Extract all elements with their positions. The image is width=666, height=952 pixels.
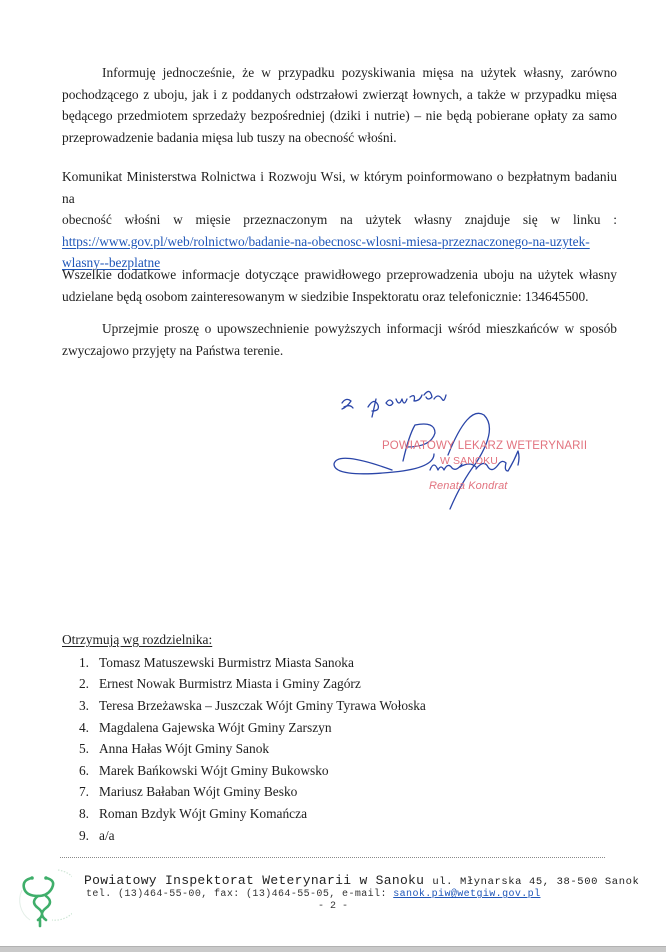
list-item bbox=[62, 652, 582, 674]
list-item bbox=[62, 738, 582, 760]
signature-stroke bbox=[342, 399, 353, 409]
list-item-number: 1. bbox=[78, 654, 89, 670]
list-item-number: 5. bbox=[78, 741, 89, 757]
paragraph-ministry-communique bbox=[62, 166, 617, 274]
list-item-number: 6. bbox=[78, 762, 89, 778]
footer-phone-fax: tel. (13)464-55-00, fax: (13)464-55-05, e-mail: bbox=[86, 889, 394, 900]
list-item-text: a/a bbox=[99, 827, 115, 843]
list-item bbox=[62, 825, 582, 847]
footer-email-link[interactable]: sanok.piw@wetgiw.gov.pl bbox=[393, 889, 541, 900]
paragraph-text: Uprzejmie proszę o upowszechnienie powyższych informacji wśród mieszkańców w sposób zwyczajowo przyjęty na Państwa terenie. bbox=[62, 321, 617, 358]
list-item-text: Mariusz Bałaban Wójt Gminy Besko bbox=[99, 784, 298, 800]
list-item bbox=[62, 782, 582, 804]
list-item-number: 3. bbox=[78, 697, 89, 713]
veterinary-caduceus-logo-icon bbox=[16, 862, 72, 928]
footer-org-name: Powiatowy Inspektorat Weterynarii w Sanoku bbox=[84, 873, 425, 888]
list-item-text: Roman Bzdyk Wójt Gminy Komańcza bbox=[99, 805, 308, 821]
footer-organization bbox=[84, 873, 639, 888]
list-item-number: 2. bbox=[78, 676, 89, 692]
distribution-heading: Otrzymują wg rozdzielnika: bbox=[62, 632, 213, 647]
list-item-number: 9. bbox=[78, 827, 89, 843]
paragraph-line: Komunikat Ministerstwa Rolnictwa i Rozwoju Wsi, w którym poinformowano o bezpłatnym badaniu na bbox=[62, 169, 617, 206]
distribution-list bbox=[62, 652, 582, 846]
paragraph-trichinella-fees bbox=[62, 62, 617, 148]
signature-stroke bbox=[368, 399, 378, 417]
page-bottom-edge bbox=[0, 946, 666, 952]
list-item-text: Tomasz Matuszewski Burmistrz Miasta Sanoka bbox=[99, 654, 354, 670]
list-item-number: 8. bbox=[78, 805, 89, 821]
list-item-number: 4. bbox=[78, 719, 89, 735]
page-number: - 2 - bbox=[318, 901, 349, 912]
paragraph-text: Informuję jednocześnie, że w przypadku pozyskiwania mięsa na użytek własny, zarówno pochodzącego z uboju, jak i z poddanych odstrzałowi zwierząt łownych, a także w przypadku mięsa będącego przedmiotem sprzedaży bezpośredniej (dziki i nutrie) – nie będą pobierane opłaty za samo przeprowadzenie badania mięsa lub tuszy na obecność włośni. bbox=[62, 65, 617, 145]
list-item-text: Teresa Brzeżawska – Juszczak Wójt Gminy Tyrawa Wołoska bbox=[99, 697, 426, 713]
list-item-text: Marek Bańkowski Wójt Gminy Bukowsko bbox=[99, 762, 329, 778]
list-item-number: 7. bbox=[78, 784, 89, 800]
list-item-text: Ernest Nowak Burmistrz Miasta i Gminy Zagórz bbox=[99, 676, 361, 692]
paragraph-line: obecność włośni w mięsie przeznaczonym na użytek własny znajduje się w linku : bbox=[62, 212, 617, 227]
list-item-text: Magdalena Gajewska Wójt Gminy Zarszyn bbox=[99, 719, 332, 735]
signature-stroke bbox=[386, 391, 446, 405]
list-item bbox=[62, 803, 582, 825]
paragraph-additional-info bbox=[62, 264, 617, 307]
paragraph-request bbox=[62, 318, 617, 361]
list-item bbox=[62, 674, 582, 696]
footer-divider bbox=[60, 857, 605, 858]
signature-stroke bbox=[334, 454, 434, 474]
ministry-link[interactable]: https://www.gov.pl/web/rolnictwo/badanie-na-obecnosc-wlosni-miesa-przeznaczonego-na-uzytek-wlasny--bezplatne bbox=[62, 233, 590, 270]
list-item bbox=[62, 760, 582, 782]
distribution-list-section bbox=[62, 632, 582, 846]
signature-block bbox=[330, 385, 590, 515]
list-item bbox=[62, 717, 582, 739]
paragraph-text: Wszelkie dodatkowe informacje dotyczące prawidłowego przeprowadzenia uboju na użytek własny udzielane będą osobom zainteresowanym w siedzibie Inspektoratu oraz telefonicznie: 134645500. bbox=[62, 267, 617, 304]
stamp-city: W SANOKU bbox=[440, 455, 498, 467]
footer-address: ul. Młynarska 45, 38-500 Sanok bbox=[432, 876, 640, 888]
stamp-name: Renata Kondrat bbox=[429, 480, 508, 492]
footer-contact bbox=[86, 889, 540, 900]
list-item bbox=[62, 695, 582, 717]
stamp-title: POWIATOWY LEKARZ WETERYNARII bbox=[382, 440, 588, 452]
list-item-text: Anna Hałas Wójt Gminy Sanok bbox=[99, 741, 270, 757]
